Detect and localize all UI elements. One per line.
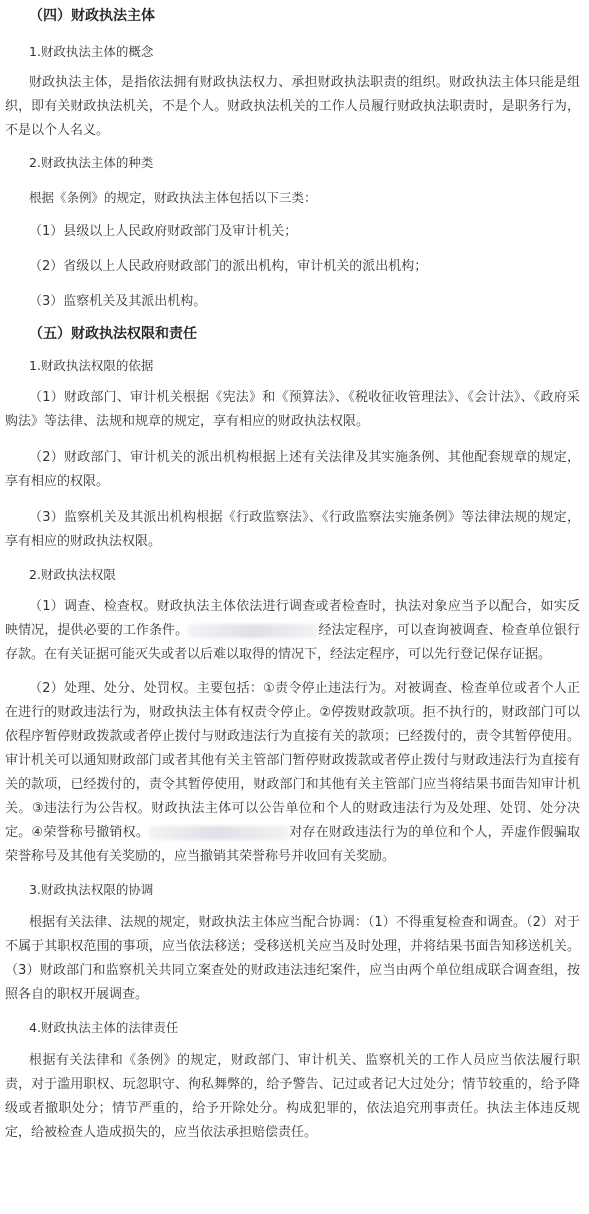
s5-2-p2 xyxy=(5,677,580,869)
section-5-title: （五）财政执法权限和责任 xyxy=(29,326,197,342)
s4-1-heading: 1.财政执法主体的概念 xyxy=(29,44,154,59)
s5-4-text: 根据有关法律和《条例》的规定，财政部门、审计机关、监察机关的工作人员应当依法履行职责，对于滥用职权、玩忽职守、徇私舞弊的，给予警告、记过或者记大过处分；情节较重的，给予降级或者撤职处分；情节严重的，给予开除处分。构成犯罪的，依法追究刑事责任。执法主体违反规定，给被检查人造成损失的，应当依法承担赔偿责任。 xyxy=(5,1053,580,1140)
s4-1-text: 财政执法主体，是指依法拥有财政执法权力、承担财政执法职责的组织。财政执法主体只能是组织，即有关财政执法机关，不是个人。财政执法机关的工作人员履行财政执法职责时，是职务行为，不是以个人名义。 xyxy=(5,75,580,138)
s4-2-intro: 根据《条例》的规定，财政执法主体包括以下三类： xyxy=(29,190,317,205)
s4-2-item: （3）监察机关及其派出机构。 xyxy=(29,294,207,309)
s5-2-heading: 2.财政执法权限 xyxy=(29,567,116,582)
s5-2-p1 xyxy=(5,595,580,667)
s5-1-p2: （2）财政部门、审计机关的派出机构根据上述有关法律及其实施条例、其他配套规章的规定，享有相应的权限。 xyxy=(5,450,580,489)
s5-2-p2-part2: 对存在财政违法行为的单位和个人，弄虚作假骗取荣誉称号及其他有关奖励的，应当撤销其荣誉称号并收回有关奖励。 xyxy=(5,825,580,864)
s5-4-heading: 4.财政执法主体的法律责任 xyxy=(29,1020,179,1035)
s5-1-p3: （3）监察机关及其派出机构根据《行政监察法》、《行政监察法实施条例》等法律法规的规定，享有相应的财政执法权限。 xyxy=(5,510,580,549)
redacted-blur xyxy=(188,624,318,638)
s4-2-item: （1）县级以上人民政府财政部门及审计机关； xyxy=(29,224,298,239)
s4-2-item: （2）省级以上人民政府财政部门的派出机构，审计机关的派出机构； xyxy=(29,259,428,274)
s5-1-p1: （1）财政部门、审计机关根据《宪法》和《预算法》、《税收征收管理法》、《会计法》、《政府采购法》等法律、法规和规章的规定，享有相应的财政执法权限。 xyxy=(5,390,580,429)
s4-2-heading: 2.财政执法主体的种类 xyxy=(29,155,154,170)
s5-2-p1-part2: 经法定程序，可以查询被调查、检查单位银行存款。在有关证据可能灭失或者以后难以取得的情况下，经法定程序，可以先行登记保存证据。 xyxy=(5,623,580,662)
s5-1-heading: 1.财政执法权限的依据 xyxy=(29,358,154,373)
s5-3-heading: 3.财政执法权限的协调 xyxy=(29,882,154,897)
section-4-title: （四）财政执法主体 xyxy=(29,8,155,24)
redacted-blur xyxy=(149,826,289,840)
s5-3-text: 根据有关法律、法规的规定，财政执法主体应当配合协调：（1）不得重复检查和调查。（2）对于不属于其职权范围的事项，应当依法移送；受移送机关应当及时处理，并将结果书面告知移送机关。（3）财政部门和监察机关共同立案查处的财政违法违纪案件，应当由两个单位组成联合调查组，按照各自的职权开展调查。 xyxy=(5,915,580,1002)
s5-2-p2-part1: （2）处理、处分、处罚权。主要包括：①责令停止违法行为。对被调查、检查单位或者个人正在进行的财政违法行为，财政执法主体有权责令停止。②停拨财政款项。拒不执行的，财政部门可以依程序暂停财政拨款或者停止拨付与财政违法行为直接有关的款项；已经拨付的，责令其暂停使用。审计机关可以通知财政部门或者其他有关主管部门暂停财政拨款或者停止拨付与财政违法行为直接有关的款项，已经拨付的，责令其暂停使用，财政部门和其他有关主管部门应当将结果书面告知审计机关。③违法行为公告权。财政执法主体可以公告单位和个人的财政违法行为及处理、处罚、处分决定。④荣誉称号撤销权。 xyxy=(5,681,580,840)
s5-2-p1-part1: （1）调查、检查权。财政执法主体依法进行调查或者检查时，执法对象应当予以配合，如实反映情况，提供必要的工作条件。 xyxy=(5,599,580,638)
